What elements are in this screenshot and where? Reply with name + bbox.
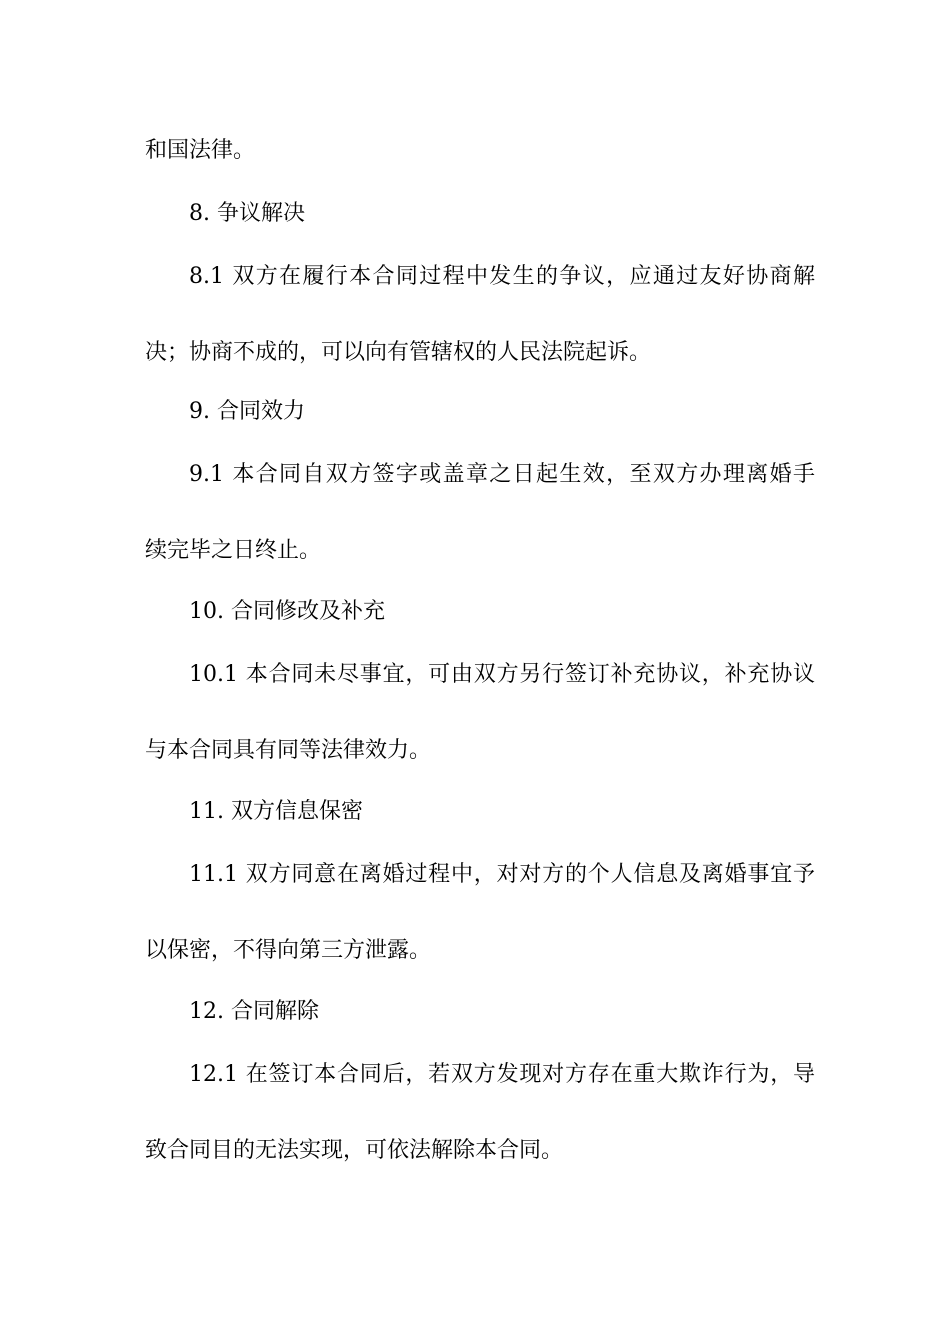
text-line: 与本合同具有同等法律效力。 bbox=[145, 738, 432, 763]
section-heading-termination: 12. 合同解除 bbox=[189, 999, 319, 1024]
text-line: 12.1 在签订本合同后，若双方发现对方存在重大欺诈行为，导 bbox=[189, 1062, 815, 1087]
text-line: 10.1 本合同未尽事宜，可由双方另行签订补充协议，补充协议 bbox=[189, 662, 815, 687]
text-line: 决；协商不成的，可以向有管辖权的人民法院起诉。 bbox=[145, 340, 652, 365]
section-heading-amendment: 10. 合同修改及补充 bbox=[189, 599, 385, 624]
text-line: 致合同目的无法实现，可依法解除本合同。 bbox=[145, 1138, 564, 1163]
section-heading-dispute-resolution: 8. 争议解决 bbox=[189, 201, 305, 226]
text-line: 9.1 本合同自双方签字或盖章之日起生效，至双方办理离婚手 bbox=[189, 462, 815, 487]
text-line: 和国法律。 bbox=[145, 138, 256, 163]
text-line: 以保密，不得向第三方泄露。 bbox=[145, 938, 432, 963]
section-heading-confidentiality: 11. 双方信息保密 bbox=[189, 799, 363, 824]
text-line: 8.1 双方在履行本合同过程中发生的争议，应通过友好协商解 bbox=[189, 264, 815, 289]
text-line: 续完毕之日终止。 bbox=[145, 538, 322, 563]
text-line: 11.1 双方同意在离婚过程中，对对方的个人信息及离婚事宜予 bbox=[189, 862, 815, 887]
section-heading-contract-validity: 9. 合同效力 bbox=[189, 399, 305, 424]
